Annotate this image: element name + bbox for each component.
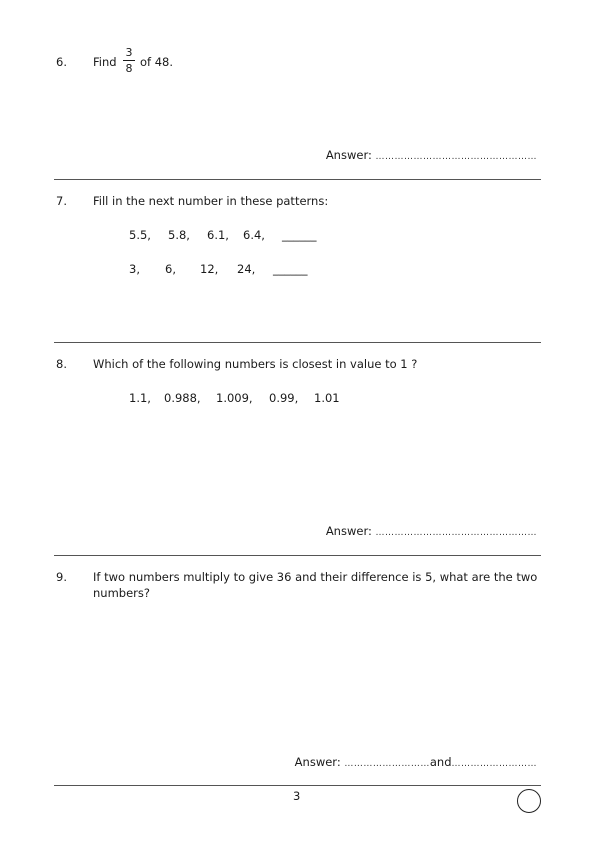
pattern-2-blank[interactable]: ______: [273, 262, 308, 276]
question-8-answer-line: [326, 524, 537, 538]
option: 1.01: [314, 391, 340, 405]
pattern-2-term: 12,: [200, 262, 219, 276]
question-6-prefix: Find: [93, 55, 117, 69]
fraction-denominator: 8: [125, 62, 133, 75]
answer-label: Answer:: [294, 755, 341, 769]
page-number: 3: [293, 789, 301, 803]
pattern-1-term: 5.8,: [168, 228, 190, 242]
answer-blank-2[interactable]: ………………………: [451, 759, 537, 769]
answer-label: Answer:: [325, 524, 372, 538]
pattern-1-term: 6.1,: [207, 228, 229, 242]
question-9-text-line-2: numbers?: [93, 586, 150, 600]
pattern-1-term: 5.5,: [129, 228, 151, 242]
option: 0.988,: [164, 391, 201, 405]
pattern-2-term: 24,: [237, 262, 256, 276]
option: 0.99,: [269, 391, 299, 405]
section-divider: [54, 342, 541, 343]
answer-blank-1[interactable]: ………………………: [344, 759, 430, 769]
question-8-number: 8.: [56, 357, 67, 371]
question-9-answer-line: [295, 755, 537, 769]
question-8-text: Which of the following numbers is closest in value to 1 ?: [93, 357, 418, 371]
question-6-suffix: of 48.: [140, 55, 174, 69]
section-divider: [54, 555, 541, 556]
option: 1.009,: [216, 391, 253, 405]
question-9-text-line-1: If two numbers multiply to give 36 and their difference is 5, what are the two: [93, 570, 538, 584]
question-7-text: Fill in the next number in these patterns:: [93, 194, 329, 208]
fraction: [122, 46, 136, 75]
section-divider: [54, 179, 541, 180]
fraction-numerator: 3: [125, 46, 133, 59]
answer-and: and: [429, 755, 452, 769]
answer-label: Answer:: [325, 148, 372, 162]
answer-blank[interactable]: ……………………………………………: [375, 152, 537, 162]
footer-divider: [54, 785, 541, 786]
option: 1.1,: [129, 391, 151, 405]
pattern-1-term: 6.4,: [243, 228, 265, 242]
pattern-1-blank[interactable]: ______: [282, 228, 317, 242]
question-6-answer-line: [326, 148, 537, 162]
question-9-number: 9.: [56, 570, 67, 584]
fraction-bar: [123, 60, 135, 61]
pattern-2-term: 6,: [165, 262, 176, 276]
question-7-number: 7.: [56, 194, 67, 208]
pattern-2-term: 3,: [129, 262, 140, 276]
question-6-number: 6.: [56, 55, 67, 69]
answer-blank[interactable]: ……………………………………………: [375, 528, 537, 538]
mark-box-circle: [517, 789, 541, 813]
